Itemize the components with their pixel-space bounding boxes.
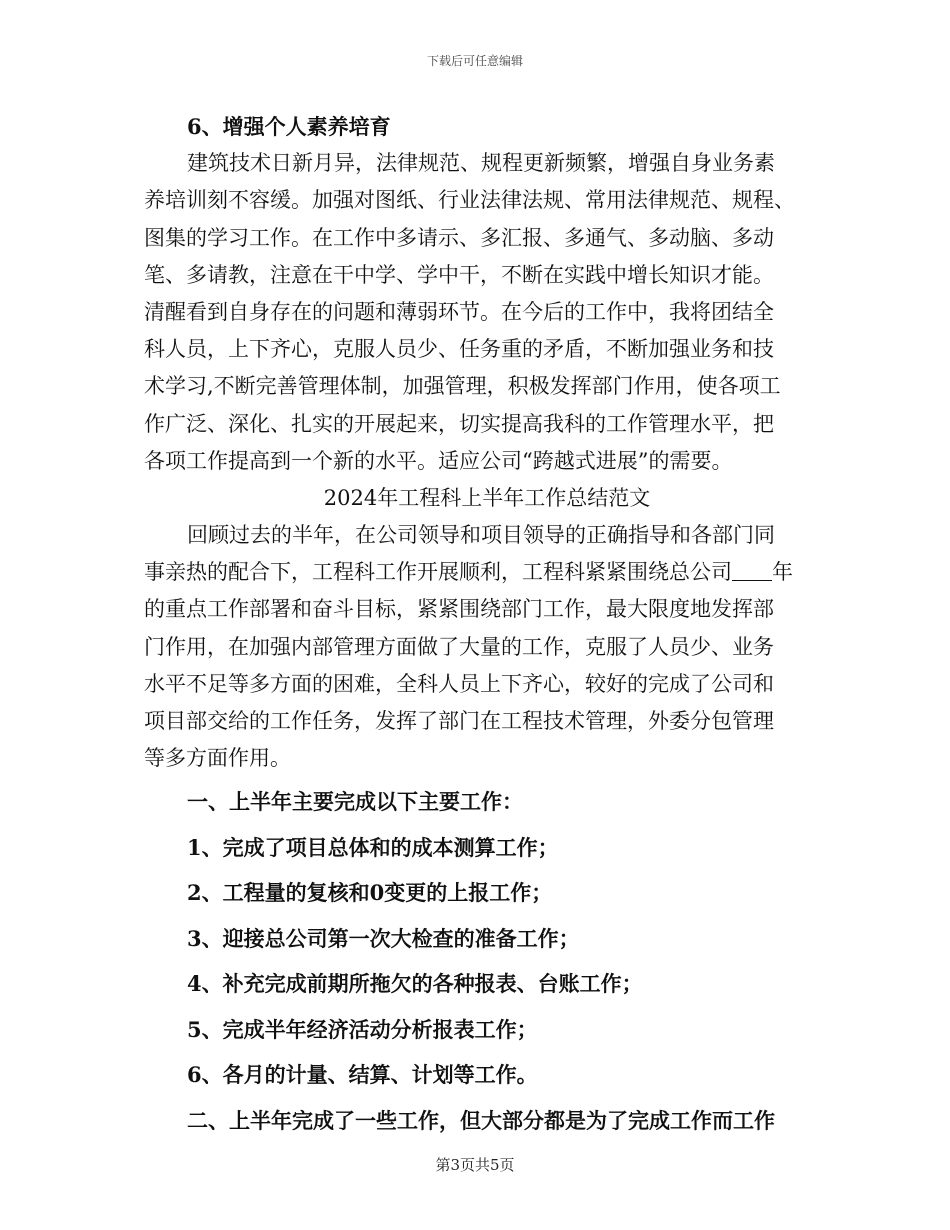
paragraph-line: 各项工作提高到一个新的水平。适应公司“跨越式进展”的需要。 [144, 448, 733, 473]
work-list [144, 779, 810, 1143]
section-heading: 6、增强个人素养培育 [187, 114, 391, 139]
document-body [144, 108, 810, 1143]
list-item: 2、工程量的复核和0变更的上报工作； [187, 880, 553, 906]
article-title: 2024年工程科上半年工作总结范文 [323, 485, 651, 510]
paragraph-line: 门作用，在加强内部管理方面做了大量的工作，克服了人员少、业务 [144, 634, 774, 659]
paragraph-line: 项目部交给的工作任务，发挥了部门在工程技术管理，外委分包管理 [144, 709, 774, 733]
section-heading: 二、上半年完成了一些工作，但大部分都是为了完成工作而工作 [187, 1107, 775, 1133]
paragraph-line: 等多方面作用。 [144, 746, 291, 771]
list-item: 5、完成半年经济活动分析报表工作； [187, 1016, 538, 1042]
paragraph-line: 作广泛、深化、扎实的开展起来，切实提高我科的工作管理水平，把 [144, 411, 774, 436]
paragraph-line: 图集的学习工作。在工作中多请示、多汇报、多通气、多动脑、多动 [144, 225, 774, 250]
blank-underline [732, 560, 772, 581]
list-item: 4、补充完成前期所拖欠的各种报表、台账工作； [187, 971, 643, 997]
paragraph-line: 科人员，上下齐心，克服人员少、任务重的矛盾，不断加强业务和技 [144, 337, 774, 362]
paragraph-line: 术学习,不断完善管理体制，加强管理，积极发挥部门作用，使各项工 [144, 374, 781, 399]
paragraph-line: 回顾过去的半年，在公司领导和项目领导的正确指导和各部门同 [187, 523, 775, 548]
paragraph-line: 建筑技术日新月异，法律规范、规程更新频繁，增强自身业务素 [187, 151, 775, 176]
paragraph-line: 清醒看到自身存在的问题和薄弱环节。在今后的工作中，我将团结全 [144, 299, 774, 324]
page-number: 第3页共5页 [435, 1156, 515, 1174]
paragraph-line: 养培训刻不容缓。加强对图纸、行业法律法规、常用法律规范、规程、 [144, 188, 795, 213]
paragraph-text: 事亲热的配合下，工程科工作开展顺利，工程科紧紧围绕总公司 [144, 560, 732, 585]
list-item: 6、各月的计量、结算、计划等工作。 [187, 1062, 538, 1088]
paragraph-line: 的重点工作部署和奋斗目标，紧紧围绕部门工作，最大限度地发挥部 [144, 597, 774, 622]
paragraph-line: 水平不足等多方面的困难，全科人员上下齐心，较好的完成了公司和 [144, 671, 774, 696]
paragraph-line: 笔、多请教，注意在干中学、学中干，不断在实践中增长知识才能。 [144, 262, 774, 287]
list-item: 3、迎接总公司第一次大检查的准备工作； [187, 925, 580, 951]
paragraph-line [144, 554, 810, 591]
paragraph-text: 年 [772, 560, 793, 585]
list-item: 1、完成了项目总体和的成本测算工作； [187, 834, 559, 860]
section-heading: 一、上半年主要完成以下主要工作： [187, 789, 523, 815]
page-header: 下载后可任意编辑 [426, 54, 523, 68]
